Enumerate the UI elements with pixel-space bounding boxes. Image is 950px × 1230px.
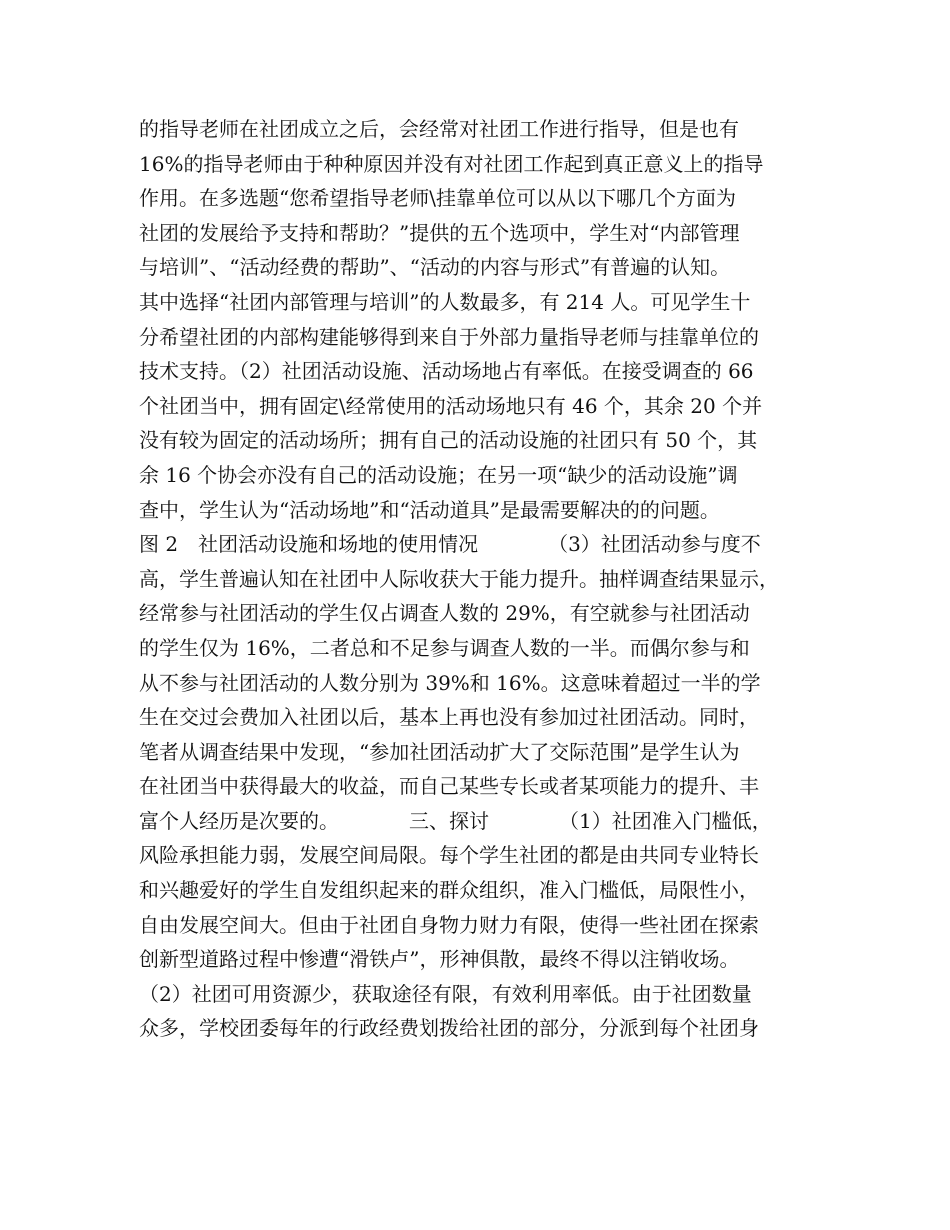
text-line: 经常参与社团活动的学生仅占调查人数的 29%，有空就参与社团活动 [139,601,750,626]
text-line: 在社团当中获得最大的收益，而自己某些专长或者某项能力的提升、丰 [139,774,759,799]
text-line: 众多，学校团委每年的行政经费划拨给社团的部分，分派到每个社团身 [139,1016,759,1041]
text-line: 社团的发展给予支持和帮助？”提供的五个选项中，学生对“内部管理 [139,220,740,245]
text-line: （2）社团可用资源少，获取途径有限，有效利用率低。由于社团数量 [139,981,752,1006]
text-line: 查中，学生认为“活动场地”和“活动道具”是最需要解决的的问题。 [139,497,720,522]
text-line: 16%的指导老师由于种种原因并没有对社团工作起到真正意义上的指导 [139,151,764,176]
text-line: 创新型道路过程中惨遭“滑铁卢”，形神俱散，最终不得以注销收场。 [139,947,740,972]
text-line: 作用。在多选题“您希望指导老师\挂靠单位可以从以下哪几个方面为 [139,186,736,211]
text-line: 个社团当中，拥有固定\经常使用的活动场地只有 46 个，其余 20 个并 [139,393,763,418]
text-line: 其中选择“社团内部管理与培训”的人数最多，有 214 人。可见学生十 [139,289,751,314]
text-line: 余 16 个协会亦没有自己的活动设施；在另一项“缺少的活动设施”调 [139,462,738,487]
text-line: 的指导老师在社团成立之后，会经常对社团工作进行指导，但是也有 [139,117,739,141]
text-line: 与培训”、“活动经费的帮助”、“活动的内容与形式”有普遍的认知。 [139,255,731,280]
text-line: 生在交过会费加入社团以后，基本上再也没有参加过社团活动。同时， [139,705,759,730]
section-heading-line: 富个人经历是次要的。 三、探讨 （1）社团准入门槛低， [139,808,772,833]
text-line: 技术支持。（2）社团活动设施、活动场地占有率低。在接受调查的 66 [139,359,754,384]
text-line: 和兴趣爱好的学生自发组织起来的群众组织，准入门槛低，局限性小， [139,878,759,903]
text-line: 没有较为固定的活动场所；拥有自己的活动设施的社团只有 50 个，其 [139,428,758,453]
figure-caption-line: 图 2 社团活动设施和场地的使用情况 （3）社团活动参与度不 [139,532,761,557]
text-line: 高，学生普遍认知在社团中人际收获大于能力提升。抽样调查结果显示， [139,566,779,591]
text-line: 自由发展空间大。但由于社团自身物力财力有限，使得一些社团在探索 [139,912,759,937]
text-line: 从不参与社团活动的人数分别为 39%和 16%。这意味着超过一半的学 [139,670,761,695]
body-text [139,112,829,1046]
text-line: 分希望社团的内部构建能够得到来自于外部力量指导老师与挂靠单位的 [139,324,759,349]
text-line: 笔者从调查结果中发现，“参加社团活动扩大了交际范围”是学生认为 [139,739,740,764]
text-line: 风险承担能力弱，发展空间局限。每个学生社团的都是由共同专业特长 [139,843,759,868]
text-line: 的学生仅为 16%，二者总和不足参与调查人数的一半。而偶尔参与和 [139,635,750,660]
